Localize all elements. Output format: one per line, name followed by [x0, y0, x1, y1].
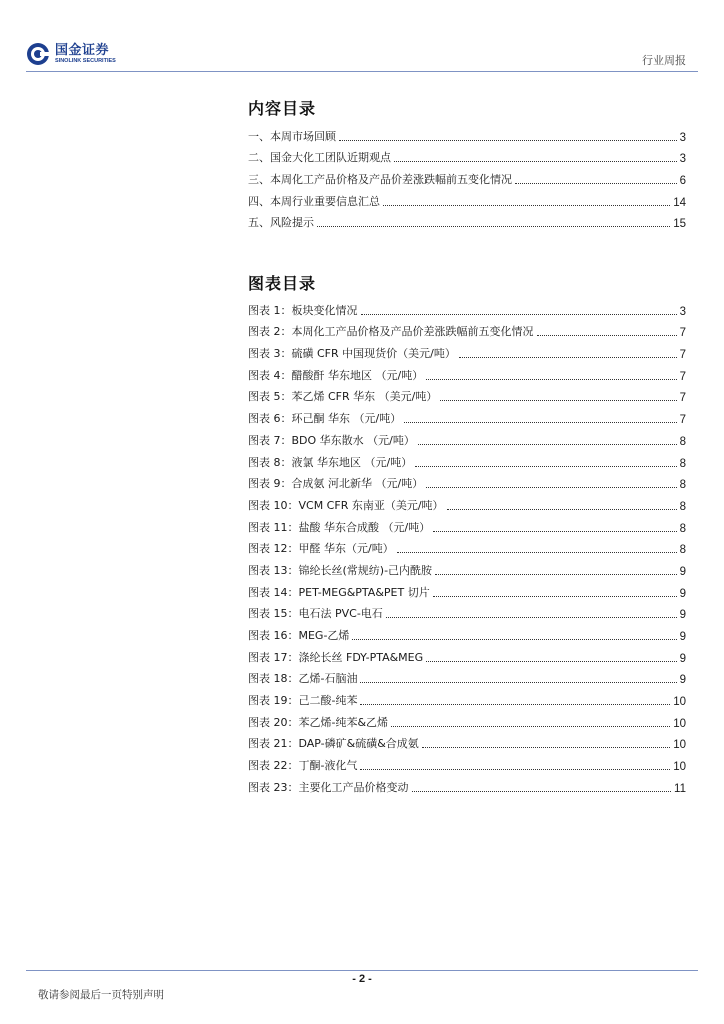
dot-leader	[515, 182, 677, 184]
figure-entry-page: 10	[673, 739, 686, 752]
dot-leader	[397, 551, 677, 553]
figure-entry[interactable]	[248, 730, 686, 752]
figure-entry-page: 9	[679, 652, 686, 665]
dot-leader	[361, 313, 677, 315]
figure-entry-label: 图表 13：锦纶长丝(常规纺)-己内酰胺	[248, 563, 433, 577]
figure-entry-label: 图表 15：电石法 PVC-电石	[248, 607, 383, 621]
figure-entry[interactable]	[248, 686, 686, 708]
dot-leader	[360, 768, 670, 770]
figure-entry-label: 图表 7：BDO 华东散水 （元/吨）	[248, 433, 415, 447]
figure-entry[interactable]	[248, 535, 686, 557]
report-type-label: 行业周报	[642, 54, 686, 67]
dot-leader	[426, 486, 676, 488]
figure-entry[interactable]	[248, 296, 686, 318]
figure-entry-page: 7	[679, 392, 686, 405]
contents-entry-label: 一、本周市场回顾	[248, 129, 336, 143]
logo-chinese-name: 国金证券	[55, 42, 110, 58]
dot-leader	[360, 703, 670, 705]
dot-leader	[459, 356, 677, 358]
figure-entry-label: 图表 16：MEG-乙烯	[248, 629, 350, 642]
figure-entry[interactable]	[248, 578, 686, 600]
figure-entry[interactable]	[248, 708, 686, 730]
figure-entry-page: 9	[679, 587, 686, 600]
figure-entry[interactable]	[248, 600, 686, 622]
figure-entry[interactable]	[248, 339, 686, 361]
figure-entry[interactable]	[248, 751, 686, 773]
contents-entry-label: 二、国金大化工团队近期观点	[248, 151, 391, 165]
page-number: - 2 -	[352, 973, 372, 985]
disclaimer-text: 敬请参阅最后一页特别声明	[38, 989, 164, 1001]
figure-entry-page: 10	[673, 761, 686, 774]
contents-entry[interactable]	[248, 165, 686, 187]
figure-entry-page: 10	[673, 717, 686, 730]
figure-entry-label: 图表 8：液氯 华东地区 （元/吨）	[248, 455, 413, 469]
dot-leader	[418, 443, 677, 445]
dot-leader	[440, 399, 676, 401]
figure-entry-page: 9	[679, 609, 686, 622]
figure-entry-label: 图表 18：乙烯-石脑油	[248, 672, 358, 686]
figure-entry-page: 8	[679, 479, 686, 492]
figure-entry-label: 图表 6：环己酮 华东 （元/吨）	[248, 412, 402, 426]
figure-entry-label: 图表 5：苯乙烯 CFR 华东 （美元/吨）	[248, 390, 438, 404]
figure-entry[interactable]	[248, 621, 686, 643]
dot-leader	[317, 225, 670, 227]
figure-entry-page: 8	[679, 544, 686, 557]
figure-entry-page: 9	[679, 674, 686, 687]
dot-leader	[415, 465, 676, 467]
figure-entry[interactable]	[248, 318, 686, 340]
contents-entry-page: 14	[673, 196, 686, 209]
figure-entry-label: 图表 3：硫磺 CFR 中国现货价（美元/吨）	[248, 347, 456, 361]
figure-entry-page: 3	[679, 305, 686, 318]
figure-entry-label: 图表 4：醋酸酐 华东地区 （元/吨）	[248, 368, 424, 382]
figure-entry[interactable]	[248, 383, 686, 405]
dot-leader	[435, 573, 677, 575]
contents-entry[interactable]	[248, 187, 686, 209]
dot-leader	[537, 334, 677, 336]
logo-english-name: SINOLINK SECURITIES	[55, 57, 116, 64]
figure-entry-label: 图表 17：涤纶长丝 FDY-PTA&MEG	[248, 650, 424, 664]
footer-divider	[26, 970, 698, 971]
figure-entry[interactable]	[248, 426, 686, 448]
contents-entry-label: 三、本周化工产品价格及产品价差涨跌幅前五变化情况	[248, 173, 512, 187]
figure-entry-page: 8	[679, 435, 686, 448]
figure-entry-label: 图表 11：盐酸 华东合成酸 （元/吨）	[248, 520, 431, 534]
figures-list	[248, 296, 686, 795]
figure-entry[interactable]	[248, 643, 686, 665]
dot-leader	[412, 790, 672, 792]
dot-leader	[404, 421, 676, 423]
company-logo	[26, 40, 116, 68]
figure-entry-page: 9	[679, 565, 686, 578]
figure-entry-page: 9	[679, 631, 686, 643]
figure-entry-label: 图表 22：丁酮-液化气	[248, 759, 358, 773]
figure-entry-label: 图表 9：合成氨 河北新华 （元/吨）	[248, 477, 424, 491]
contents-entry-page: 15	[673, 218, 686, 231]
figure-entry[interactable]	[248, 404, 686, 426]
contents-entry-label: 四、本周行业重要信息汇总	[248, 194, 380, 208]
figure-entry-label: 图表 1：板块变化情况	[248, 303, 358, 317]
figure-entry-label: 图表 14：PET-MEG&PTA&PET 切片	[248, 585, 430, 599]
figure-entry[interactable]	[248, 448, 686, 470]
sinolink-logo-icon	[26, 42, 50, 66]
dot-leader	[422, 746, 670, 748]
figure-entry[interactable]	[248, 470, 686, 492]
figure-entry-page: 7	[679, 414, 686, 427]
figure-entry-page: 8	[679, 522, 686, 535]
figure-entry-label: 图表 12：甲醛 华东（元/吨）	[248, 542, 394, 556]
header-divider	[26, 71, 698, 72]
dot-leader	[383, 204, 670, 206]
figure-entry-label: 图表 23：主要化工产品价格变动	[248, 780, 409, 794]
figure-entry-page: 7	[679, 327, 686, 340]
contents-entry-label: 五、风险提示	[248, 216, 314, 230]
figure-entry-page: 10	[673, 696, 686, 709]
figure-entry-label: 图表 19：己二酸-纯苯	[248, 694, 358, 708]
dot-leader	[426, 378, 676, 380]
dot-leader	[360, 681, 676, 683]
contents-entry-page: 6	[679, 175, 686, 188]
figure-entry[interactable]	[248, 665, 686, 687]
figure-entry[interactable]	[248, 361, 686, 383]
contents-list	[248, 122, 686, 230]
figure-entry-label: 图表 10：VCM CFR 东南亚（美元/吨）	[248, 498, 444, 512]
figure-entry-page: 7	[679, 349, 686, 362]
dot-leader	[391, 725, 670, 727]
dot-leader	[394, 160, 677, 162]
page-header	[0, 0, 724, 75]
contents-title: 内容目录	[248, 99, 317, 118]
contents-entry[interactable]	[248, 209, 686, 231]
contents-entry-page: 3	[679, 131, 686, 144]
figure-entry[interactable]	[248, 491, 686, 513]
dot-leader	[339, 139, 677, 141]
contents-entry-page: 3	[679, 153, 686, 166]
figures-title: 图表目录	[248, 274, 317, 293]
dot-leader	[433, 595, 677, 597]
figure-entry[interactable]	[248, 773, 686, 795]
dot-leader	[352, 638, 676, 640]
figure-entry-page: 8	[679, 457, 686, 470]
figure-entry[interactable]	[248, 513, 686, 535]
figure-entry-label: 图表 2：本周化工产品价格及产品价差涨跌幅前五变化情况	[248, 325, 534, 339]
contents-entry[interactable]	[248, 122, 686, 144]
dot-leader	[447, 508, 677, 510]
figure-entry-page: 11	[674, 782, 686, 795]
dot-leader	[386, 616, 677, 618]
figure-entry-page: 7	[679, 370, 686, 383]
dot-leader	[433, 530, 676, 532]
figure-entry[interactable]	[248, 556, 686, 578]
figure-entry-label: 图表 21：DAP-磷矿&硫磺&合成氨	[248, 737, 419, 751]
figure-entry-page: 8	[679, 500, 686, 513]
contents-entry[interactable]	[248, 144, 686, 166]
figure-entry-label: 图表 20：苯乙烯-纯苯&乙烯	[248, 715, 389, 729]
dot-leader	[426, 660, 676, 662]
